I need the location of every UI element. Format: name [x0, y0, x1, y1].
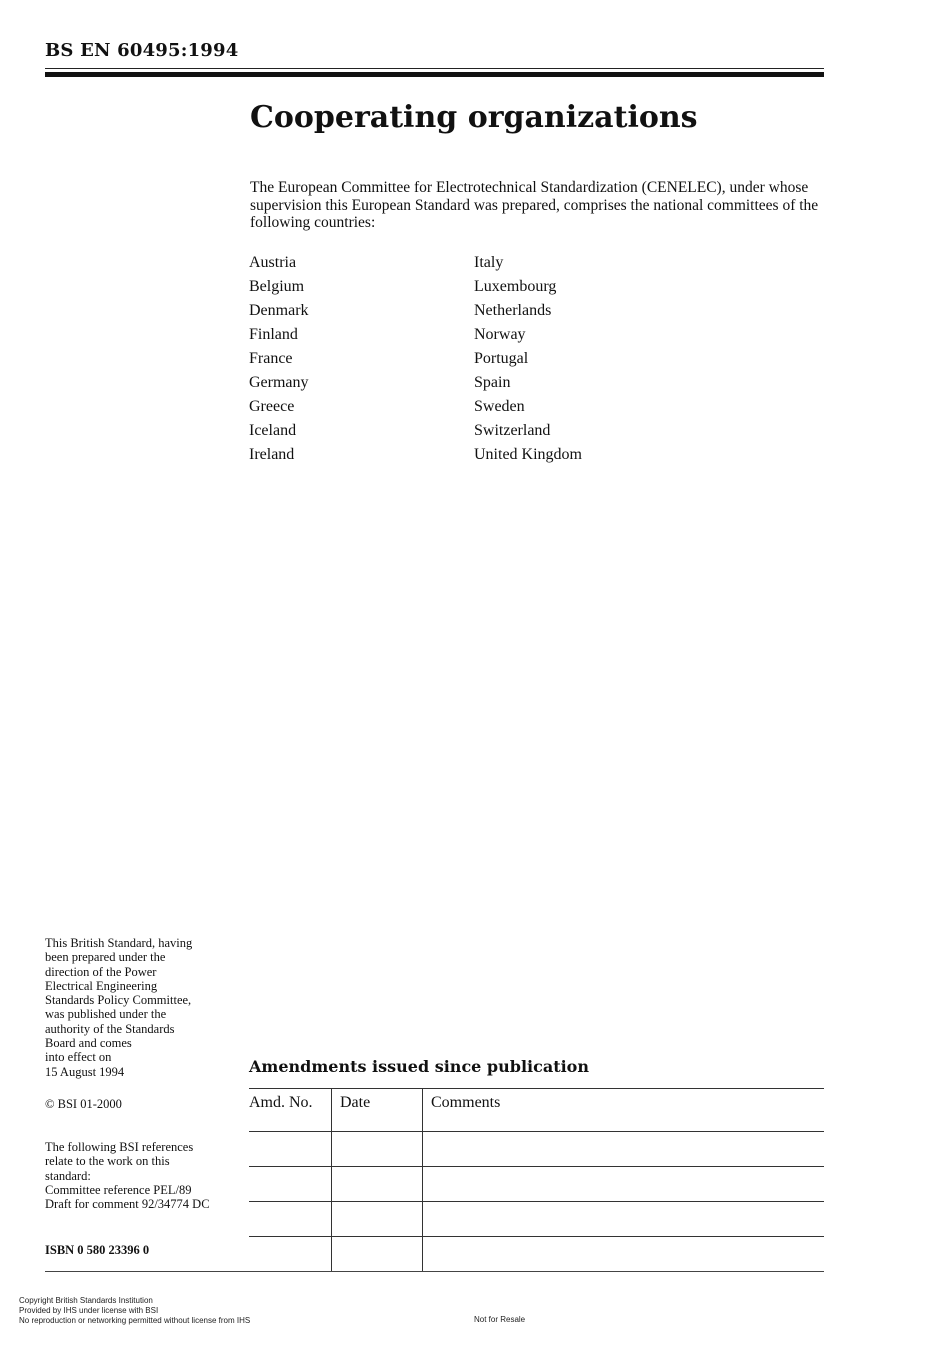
- table-cell: [423, 1167, 825, 1202]
- table-cell: [332, 1132, 423, 1167]
- column-header-date: Date: [332, 1089, 423, 1132]
- table-cell: [423, 1202, 825, 1237]
- colophon-line: Electrical Engineering: [45, 978, 158, 993]
- country-item: Ireland: [249, 446, 295, 463]
- intro-paragraph: The European Committee for Electrotechnical Standardization (CENELEC), under whose supervision this European Standard was prepared, comprises the national committees of the following countries:: [250, 179, 819, 231]
- bsi-reference-line: The following BSI references: [45, 1140, 194, 1154]
- table-cell: [249, 1132, 332, 1167]
- table-cell: [332, 1167, 423, 1202]
- table-row: [249, 1132, 824, 1167]
- country-item: Norway: [474, 326, 526, 343]
- colophon-line: authority of the Standards: [45, 1021, 175, 1036]
- copyright-notice: © BSI 01-2000: [45, 1097, 122, 1111]
- table-cell: [332, 1237, 423, 1272]
- license-line: Provided by IHS under license with BSI: [19, 1306, 159, 1315]
- colophon-line: 15 August 1994: [45, 1064, 125, 1079]
- column-header-comments: Comments: [423, 1089, 825, 1132]
- colophon-line: was published under the: [45, 1007, 167, 1022]
- bsi-references: [45, 1140, 245, 1211]
- bsi-reference-line: relate to the work on this: [45, 1154, 170, 1169]
- footer-rule: [45, 1271, 824, 1272]
- table-header-row: [249, 1089, 824, 1132]
- country-item: Italy: [474, 254, 504, 271]
- not-for-resale-label: Not for Resale: [474, 1315, 526, 1324]
- colophon-line: This British Standard, having: [45, 936, 193, 950]
- colophon-text: [45, 936, 240, 1079]
- country-item: Spain: [474, 374, 511, 391]
- country-item: France: [249, 350, 293, 367]
- bsi-reference-line: standard:: [45, 1168, 91, 1183]
- colophon-line: Standards Policy Committee,: [45, 993, 192, 1008]
- country-item: Finland: [249, 326, 298, 343]
- country-item: Iceland: [249, 422, 297, 439]
- bsi-reference-line: Draft for comment 92/34774 DC: [45, 1197, 210, 1212]
- colophon-line: been prepared under the: [45, 950, 166, 965]
- table-cell: [249, 1202, 332, 1237]
- amendments-title: Amendments issued since publication: [249, 1057, 589, 1076]
- country-item: United Kingdom: [474, 446, 582, 463]
- table-cell: [423, 1132, 825, 1167]
- country-item: Luxembourg: [474, 278, 557, 295]
- isbn: ISBN 0 580 23396 0: [45, 1243, 150, 1257]
- document-id: BS EN 60495:1994: [45, 40, 239, 61]
- table-row: [249, 1167, 824, 1202]
- colophon-line: into effect on: [45, 1050, 112, 1065]
- column-header-amd-no: Amd. No.: [249, 1089, 332, 1132]
- country-item: Belgium: [249, 278, 305, 295]
- table-cell: [249, 1167, 332, 1202]
- table-row: [249, 1202, 824, 1237]
- license-footer: [19, 1296, 250, 1326]
- amendments-table: [249, 1088, 824, 1272]
- bsi-reference-line: Committee reference PEL/89: [45, 1182, 192, 1197]
- country-item: Greece: [249, 398, 295, 415]
- country-item: Netherlands: [474, 302, 552, 319]
- country-item: Switzerland: [474, 422, 551, 439]
- table-cell: [332, 1202, 423, 1237]
- country-item: Germany: [249, 374, 309, 391]
- table-cell: [423, 1237, 825, 1272]
- page-title: Cooperating organizations: [250, 100, 698, 135]
- country-item: Austria: [249, 254, 297, 271]
- countries-left-column: [249, 251, 309, 467]
- colophon-line: direction of the Power: [45, 964, 157, 979]
- license-line: Copyright British Standards Institution: [19, 1296, 153, 1305]
- country-item: Denmark: [249, 302, 309, 319]
- country-item: Portugal: [474, 350, 529, 367]
- header-rule-thin: [45, 68, 824, 69]
- countries-right-column: [474, 251, 582, 467]
- header-rule-thick: [45, 72, 824, 77]
- license-line: No reproduction or networking permitted without license from IHS: [19, 1316, 251, 1325]
- country-item: Sweden: [474, 398, 525, 415]
- colophon-line: Board and comes: [45, 1036, 132, 1051]
- table-row: [249, 1237, 824, 1272]
- table-cell: [249, 1237, 332, 1272]
